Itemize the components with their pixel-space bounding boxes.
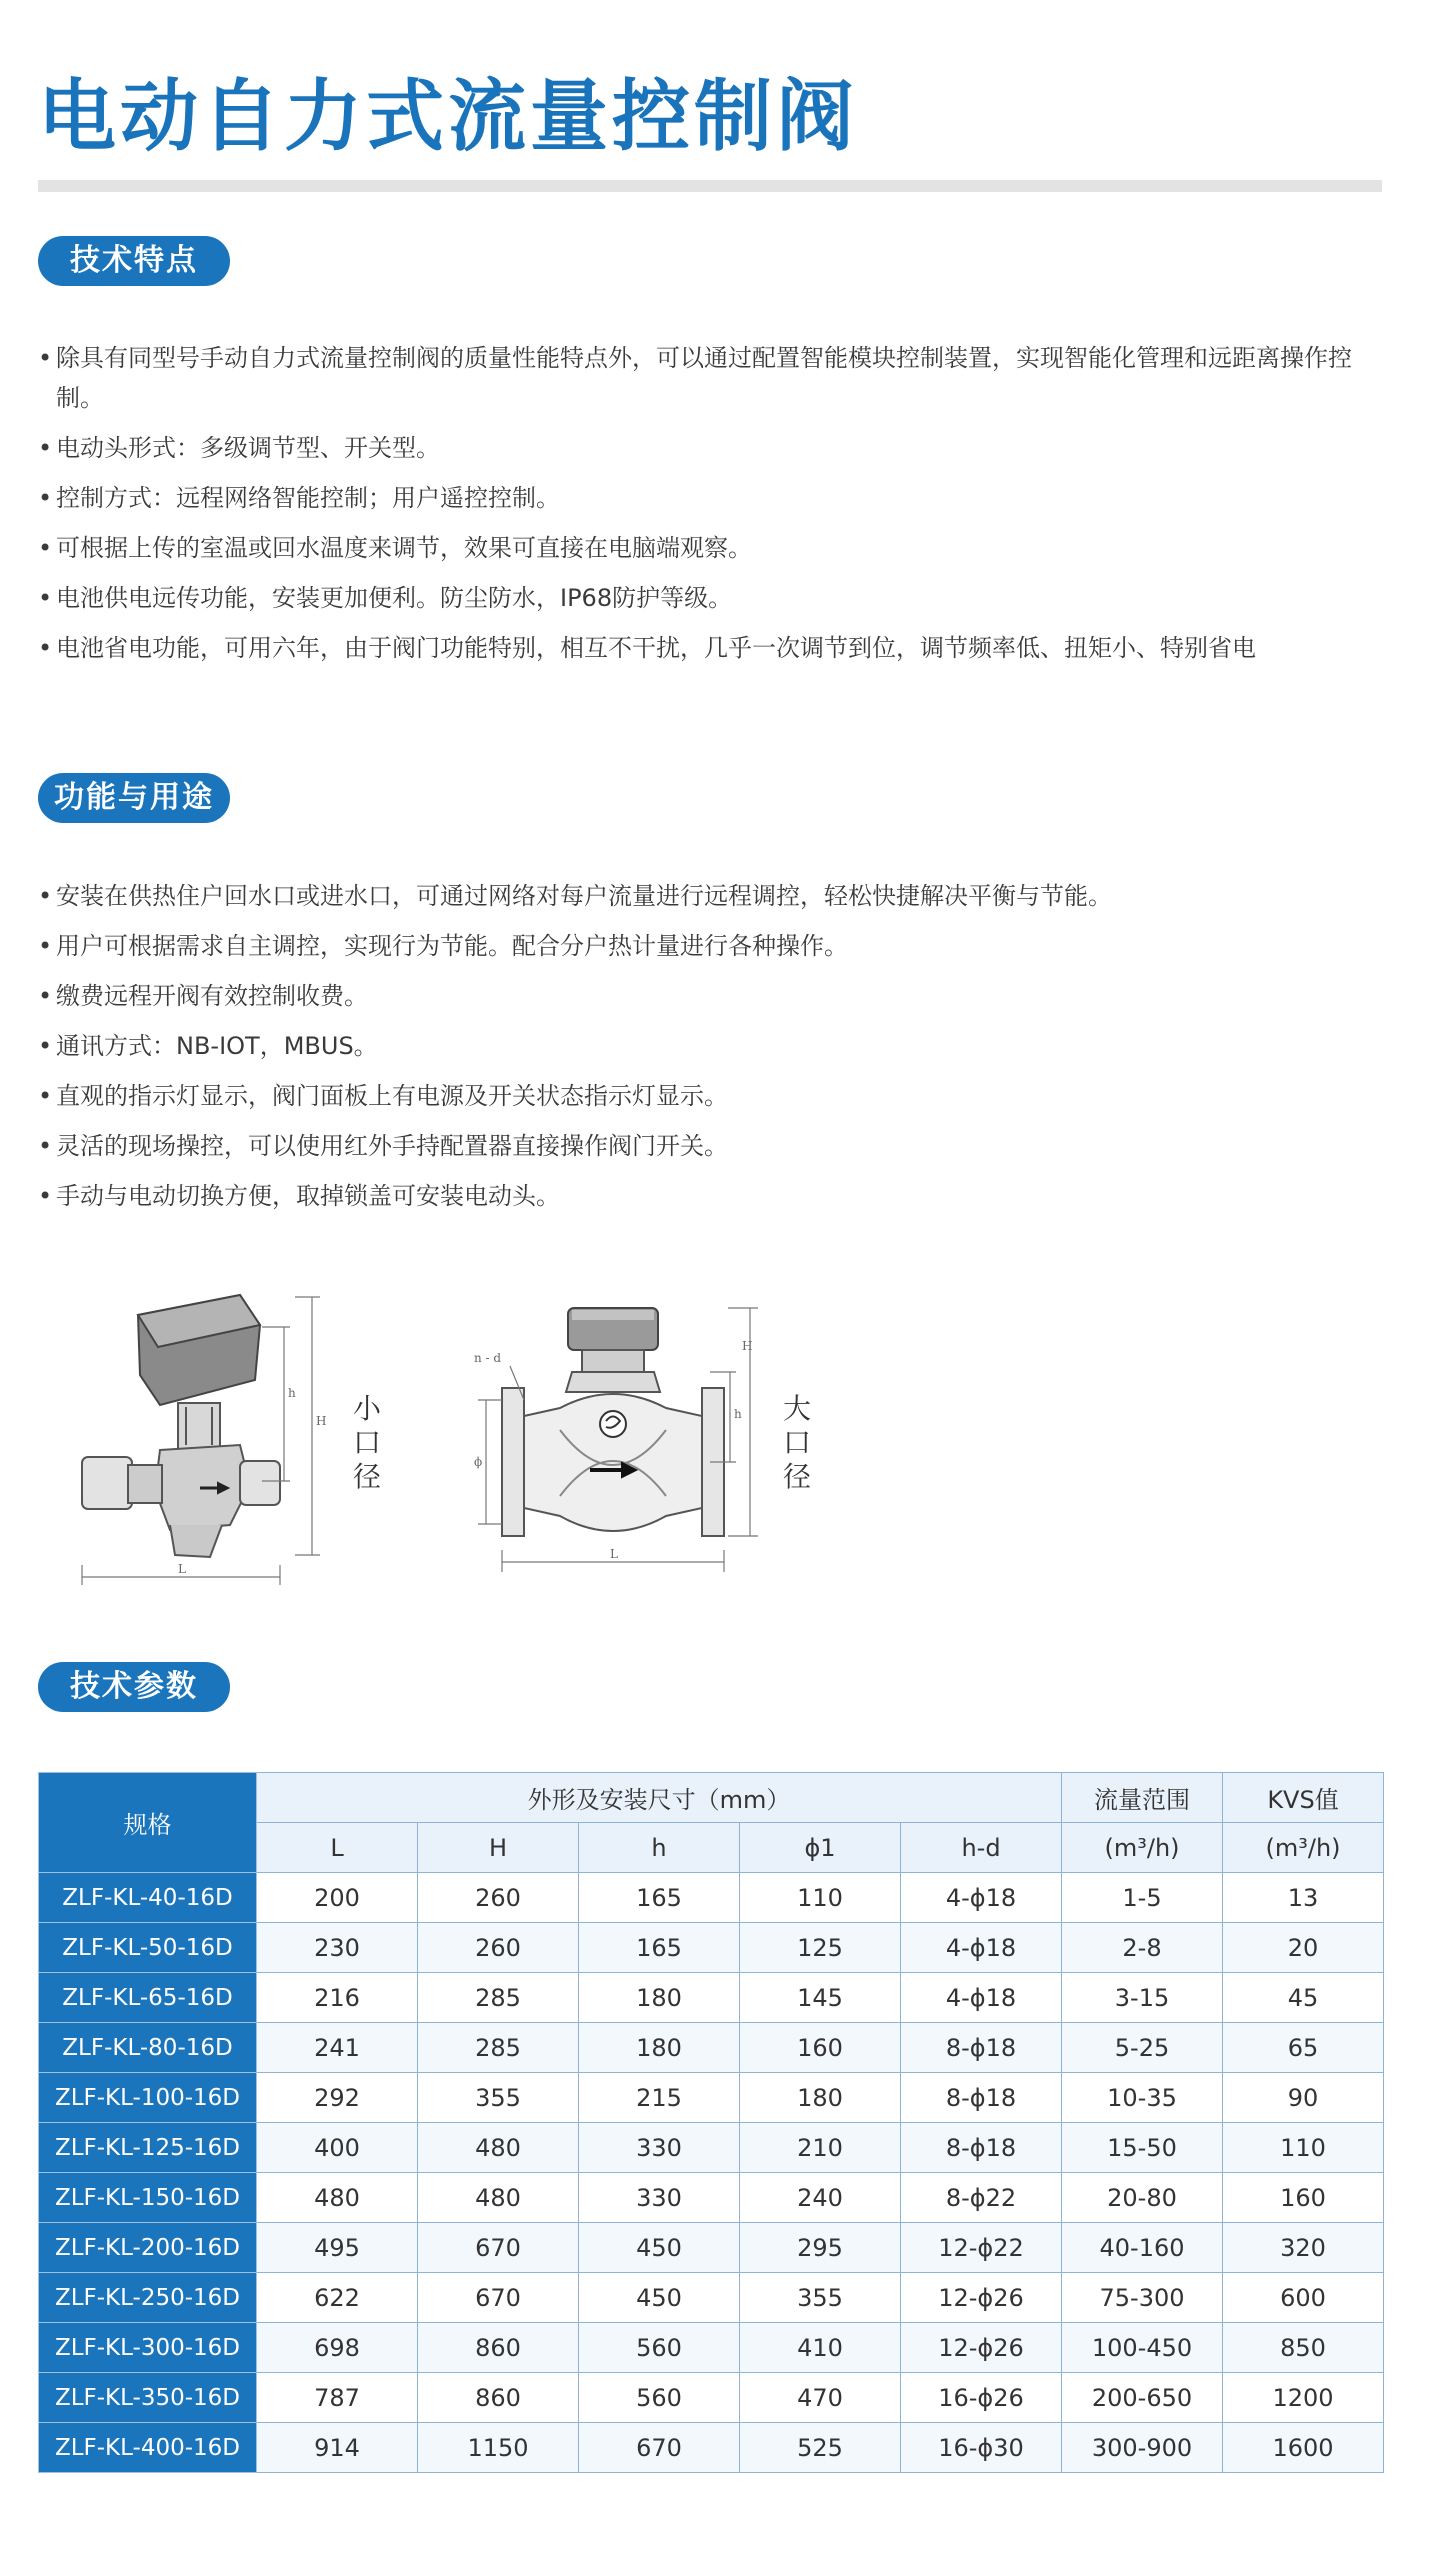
cell-flow: 2-8 — [1062, 1923, 1223, 1973]
cell-L: 622 — [257, 2273, 418, 2323]
usage-item: • 通讯方式：NB-IOT，MBUS。 — [38, 1026, 1388, 1066]
cell-hd: 12-ϕ26 — [901, 2323, 1062, 2373]
cell-H: 1150 — [418, 2423, 579, 2473]
cell-model: ZLF-KL-125-16D — [39, 2123, 257, 2173]
cell-hd: 8-ϕ18 — [901, 2073, 1062, 2123]
cell-H: 670 — [418, 2273, 579, 2323]
page-title: 电动自力式流量控制阀 — [38, 72, 859, 162]
cell-flow: 40-160 — [1062, 2223, 1223, 2273]
cell-h: 560 — [579, 2323, 740, 2373]
cell-h: 330 — [579, 2123, 740, 2173]
header-spec: 规格 — [39, 1773, 257, 1873]
cell-hd: 4-ϕ18 — [901, 1923, 1062, 1973]
cell-L: 292 — [257, 2073, 418, 2123]
cell-kvs: 1200 — [1223, 2373, 1384, 2423]
table-row — [39, 2273, 1384, 2323]
large-valve-diagram — [460, 1300, 760, 1590]
cell-kvs: 850 — [1223, 2323, 1384, 2373]
cell-kvs: 110 — [1223, 2123, 1384, 2173]
cell-H: 860 — [418, 2323, 579, 2373]
cell-hd: 16-ϕ30 — [901, 2423, 1062, 2473]
cell-phi1: 525 — [740, 2423, 901, 2473]
cell-phi1: 125 — [740, 1923, 901, 1973]
features-list — [38, 338, 1388, 678]
cell-flow: 15-50 — [1062, 2123, 1223, 2173]
cell-phi1: 355 — [740, 2273, 901, 2323]
table-row — [39, 2023, 1384, 2073]
table-row — [39, 1873, 1384, 1923]
large-dim-phi: ϕ — [474, 1455, 483, 1469]
small-dim-h: h — [288, 1386, 296, 1400]
large-valve-drawing — [460, 1300, 760, 1590]
usage-list — [38, 876, 1388, 1226]
header-col-H: H — [418, 1823, 579, 1873]
cell-hd: 8-ϕ18 — [901, 2123, 1062, 2173]
cell-flow: 300-900 — [1062, 2423, 1223, 2473]
header-dims-group: 外形及安装尺寸（mm） — [257, 1773, 1062, 1823]
cell-model: ZLF-KL-300-16D — [39, 2323, 257, 2373]
cell-kvs: 13 — [1223, 1873, 1384, 1923]
feature-item: • 控制方式：远程网络智能控制；用户遥控控制。 — [38, 478, 1388, 518]
header-flow-unit: (m³/h) — [1062, 1823, 1223, 1873]
cell-h: 165 — [579, 1923, 740, 1973]
usage-item: • 手动与电动切换方便，取掉锁盖可安装电动头。 — [38, 1176, 1388, 1216]
header-col-h: h — [579, 1823, 740, 1873]
cell-kvs: 160 — [1223, 2173, 1384, 2223]
section-tag-features: 技术特点 — [38, 236, 230, 286]
cell-kvs: 1600 — [1223, 2423, 1384, 2473]
cell-h: 165 — [579, 1873, 740, 1923]
header-col-phi1: ϕ1 — [740, 1823, 901, 1873]
cell-hd: 8-ϕ22 — [901, 2173, 1062, 2223]
cell-phi1: 410 — [740, 2323, 901, 2373]
large-dim-L: L — [610, 1547, 618, 1561]
cell-h: 560 — [579, 2373, 740, 2423]
cell-phi1: 180 — [740, 2073, 901, 2123]
cell-h: 180 — [579, 1973, 740, 2023]
cell-H: 285 — [418, 2023, 579, 2073]
cell-model: ZLF-KL-40-16D — [39, 1873, 257, 1923]
cell-flow: 10-35 — [1062, 2073, 1223, 2123]
title-divider — [38, 180, 1382, 192]
small-valve-diagram — [50, 1285, 350, 1585]
cell-flow: 200-650 — [1062, 2373, 1223, 2423]
cell-kvs: 320 — [1223, 2223, 1384, 2273]
cell-model: ZLF-KL-50-16D — [39, 1923, 257, 1973]
cell-hd: 4-ϕ18 — [901, 1973, 1062, 2023]
table-row — [39, 2073, 1384, 2123]
cell-L: 400 — [257, 2123, 418, 2173]
cell-phi1: 145 — [740, 1973, 901, 2023]
cell-H: 260 — [418, 1923, 579, 1973]
small-dim-L: L — [178, 1562, 186, 1576]
table-row — [39, 2323, 1384, 2373]
feature-item: • 电动头形式：多级调节型、开关型。 — [38, 428, 1388, 468]
cell-L: 480 — [257, 2173, 418, 2223]
cell-L: 787 — [257, 2373, 418, 2423]
cell-hd: 12-ϕ26 — [901, 2273, 1062, 2323]
feature-item: • 可根据上传的室温或回水温度来调节，效果可直接在电脑端观察。 — [38, 528, 1388, 568]
header-kvs-unit: (m³/h) — [1223, 1823, 1384, 1873]
cell-flow: 75-300 — [1062, 2273, 1223, 2323]
cell-kvs: 45 — [1223, 1973, 1384, 2023]
cell-L: 230 — [257, 1923, 418, 1973]
table-row — [39, 2223, 1384, 2273]
cell-hd: 8-ϕ18 — [901, 2023, 1062, 2073]
cell-L: 495 — [257, 2223, 418, 2273]
table-row — [39, 2173, 1384, 2223]
cell-H: 860 — [418, 2373, 579, 2423]
cell-L: 200 — [257, 1873, 418, 1923]
cell-h: 450 — [579, 2273, 740, 2323]
cell-H: 480 — [418, 2123, 579, 2173]
cell-h: 670 — [579, 2423, 740, 2473]
cell-model: ZLF-KL-100-16D — [39, 2073, 257, 2123]
large-dim-h: h — [734, 1407, 742, 1421]
small-valve-label: 小口径 — [352, 1392, 381, 1493]
feature-item: • 除具有同型号手动自力式流量控制阀的质量性能特点外，可以通过配置智能模块控制装置，实现智能化管理和远距离操作控制。 — [38, 338, 1388, 418]
cell-kvs: 90 — [1223, 2073, 1384, 2123]
cell-kvs: 65 — [1223, 2023, 1384, 2073]
small-valve-drawing — [50, 1285, 350, 1585]
large-dim-hd: n - d — [474, 1351, 502, 1365]
cell-H: 670 — [418, 2223, 579, 2273]
large-valve-label: 大口径 — [782, 1392, 811, 1493]
header-kvs: KVS值 — [1223, 1773, 1384, 1823]
cell-H: 480 — [418, 2173, 579, 2223]
cell-L: 914 — [257, 2423, 418, 2473]
small-dim-H: H — [316, 1414, 327, 1428]
feature-item: • 电池供电远传功能，安装更加便利。防尘防水，IP68防护等级。 — [38, 578, 1388, 618]
usage-item: • 灵活的现场操控，可以使用红外手持配置器直接操作阀门开关。 — [38, 1126, 1388, 1166]
table-row — [39, 2373, 1384, 2423]
cell-phi1: 470 — [740, 2373, 901, 2423]
section-tag-usage: 功能与用途 — [38, 773, 230, 823]
cell-flow: 20-80 — [1062, 2173, 1223, 2223]
cell-model: ZLF-KL-350-16D — [39, 2373, 257, 2423]
cell-phi1: 110 — [740, 1873, 901, 1923]
section-tag-params: 技术参数 — [38, 1662, 230, 1712]
header-col-L: L — [257, 1823, 418, 1873]
cell-hd: 4-ϕ18 — [901, 1873, 1062, 1923]
cell-hd: 12-ϕ22 — [901, 2223, 1062, 2273]
table-row — [39, 1923, 1384, 1973]
cell-model: ZLF-KL-150-16D — [39, 2173, 257, 2223]
cell-flow: 5-25 — [1062, 2023, 1223, 2073]
cell-phi1: 295 — [740, 2223, 901, 2273]
cell-model: ZLF-KL-65-16D — [39, 1973, 257, 2023]
spec-table — [38, 1772, 1384, 2473]
usage-item: • 直观的指示灯显示，阀门面板上有电源及开关状态指示灯显示。 — [38, 1076, 1388, 1116]
cell-model: ZLF-KL-250-16D — [39, 2273, 257, 2323]
cell-phi1: 240 — [740, 2173, 901, 2223]
cell-model: ZLF-KL-200-16D — [39, 2223, 257, 2273]
cell-kvs: 20 — [1223, 1923, 1384, 1973]
large-dim-H: H — [742, 1339, 753, 1353]
cell-model: ZLF-KL-400-16D — [39, 2423, 257, 2473]
table-row — [39, 2423, 1384, 2473]
cell-model: ZLF-KL-80-16D — [39, 2023, 257, 2073]
table-row — [39, 1973, 1384, 2023]
usage-item: • 用户可根据需求自主调控，实现行为节能。配合分户热计量进行各种操作。 — [38, 926, 1388, 966]
cell-h: 215 — [579, 2073, 740, 2123]
cell-kvs: 600 — [1223, 2273, 1384, 2323]
cell-L: 241 — [257, 2023, 418, 2073]
table-row — [39, 2123, 1384, 2173]
cell-H: 355 — [418, 2073, 579, 2123]
cell-h: 330 — [579, 2173, 740, 2223]
cell-H: 260 — [418, 1873, 579, 1923]
cell-L: 216 — [257, 1973, 418, 2023]
cell-phi1: 160 — [740, 2023, 901, 2073]
usage-item: • 缴费远程开阀有效控制收费。 — [38, 976, 1388, 1016]
header-flow: 流量范围 — [1062, 1773, 1223, 1823]
cell-phi1: 210 — [740, 2123, 901, 2173]
cell-flow: 1-5 — [1062, 1873, 1223, 1923]
header-col-hd: h-d — [901, 1823, 1062, 1873]
cell-h: 180 — [579, 2023, 740, 2073]
cell-hd: 16-ϕ26 — [901, 2373, 1062, 2423]
cell-h: 450 — [579, 2223, 740, 2273]
usage-item: • 安装在供热住户回水口或进水口，可通过网络对每户流量进行远程调控，轻松快捷解决平衡与节能。 — [38, 876, 1388, 916]
cell-H: 285 — [418, 1973, 579, 2023]
cell-flow: 100-450 — [1062, 2323, 1223, 2373]
cell-flow: 3-15 — [1062, 1973, 1223, 2023]
feature-item: • 电池省电功能，可用六年，由于阀门功能特别，相互不干扰，几乎一次调节到位，调节频率低、扭矩小、特别省电 — [38, 628, 1388, 668]
cell-L: 698 — [257, 2323, 418, 2373]
